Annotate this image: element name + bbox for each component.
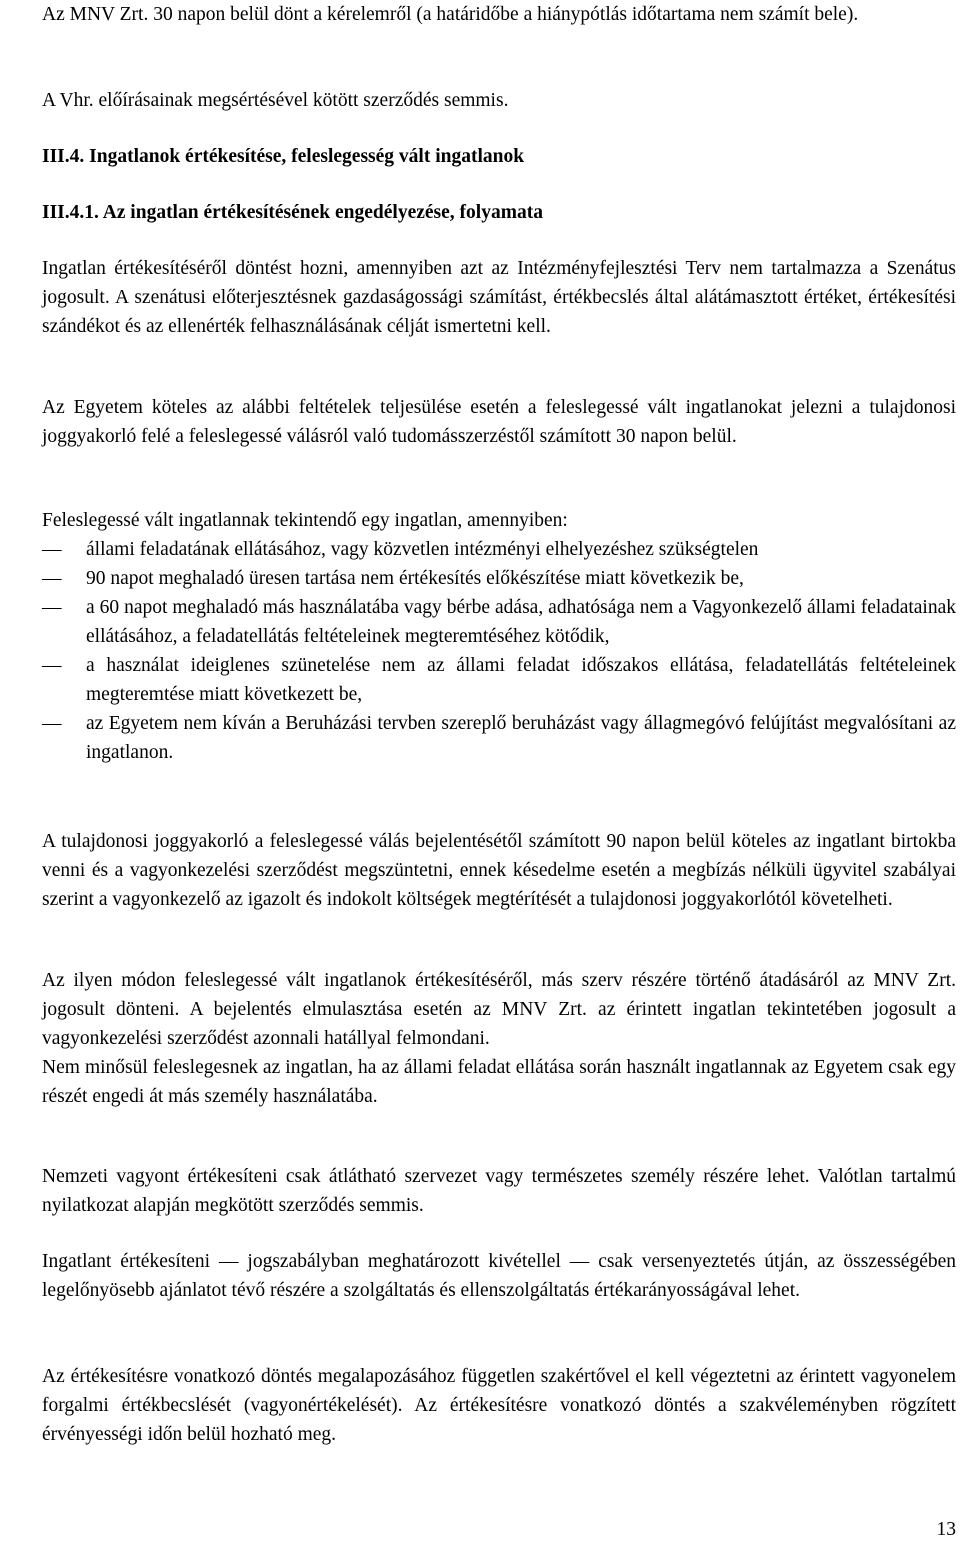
list-item-text: 90 napot meghaladó üresen tartása nem értékesítés előkészítése miatt következik be,: [86, 568, 744, 589]
dash-bullet: —: [42, 713, 62, 734]
dash-bullet: —: [42, 655, 62, 676]
page-number: 13: [936, 1519, 956, 1540]
paragraph-sale-approval: Ingatlan értékesítéséről döntést hozni, amennyiben azt az Intézményfejlesztési Terv nem tartalmazza a Szenátus jogosult. A szenátusi előterjesztésnek gazdaságossági számítást, értékbecslés által alátámasztott értéket, értékesítési szándékot és az ellenérték felhasználásának célját ismertetni kell.: [42, 258, 956, 337]
paragraph-transparent-organization: Nemzeti vagyont értékesíteni csak átlátható szervezet vagy természetes személy részére lehet. Valótlan tartalmú nyilatkozat alapján megkötött szerződés semmis.: [42, 1166, 956, 1216]
paragraph-valuation: Az értékesítésre vonatkozó döntés megalapozásához független szakértővel el kell végeztetni az érintett vagyonelem forgalmi értékbecslését (vagyonértékelését). Az értékesítésre vonatkozó döntés a szakvéleményben rögzített érvényességi időn belül hozható meg.: [42, 1366, 956, 1445]
list-item-text: a használat ideiglenes szünetelése nem az állami feladat időszakos ellátása, feladatellátás feltételeinek megteremtése miatt következett be,: [86, 655, 956, 705]
list-item: [42, 651, 956, 709]
section-heading: III.4. Ingatlanok értékesítése, feleslegesség vált ingatlanok: [42, 146, 525, 167]
list-item: [42, 709, 956, 767]
dash-bullet: —: [42, 539, 62, 560]
subsection-heading: III.4.1. Az ingatlan értékesítésének engedélyezése, folyamata: [42, 202, 543, 223]
list-item-text: az Egyetem nem kíván a Beruházási tervben szereplő beruházást vagy állagmegóvó felújítást megvalósítani az ingatlanon.: [86, 713, 956, 763]
intro-paragraph-1: Az MNV Zrt. 30 napon belül dönt a kérelemről (a határidőbe a hiánypótlás időtartama nem számít bele).: [42, 4, 859, 25]
dash-bullet: —: [42, 568, 62, 589]
list-item-text: állami feladatának ellátásához, vagy közvetlen intézményi elhelyezéshez szükségtelen: [86, 539, 759, 560]
surplus-criteria-list: [42, 535, 956, 767]
list-item-text: a 60 napot meghaladó más használatába vagy bérbe adása, adhatósága nem a Vagyonkezelő állami feladatainak ellátásához, a feladatellátás feltételeinek megteremtéséhez kötődik,: [86, 597, 956, 647]
intro-paragraph-2: A Vhr. előírásainak megsértésével kötött szerződés semmis.: [42, 90, 509, 111]
list-item: [42, 535, 956, 564]
paragraph-competitive-bidding: Ingatlant értékesíteni — jogszabályban meghatározott kivétellel — csak versenyeztetés útján, az összességében legelőnyösebb ajánlatot tévő részére a szolgáltatás és ellenszolgáltatás értékarányosságával lehet.: [42, 1251, 956, 1301]
dash-bullet: —: [42, 597, 62, 618]
paragraph-reporting-obligation: Az Egyetem köteles az alábbi feltételek teljesülése esetén a feleslegessé vált ingatlanokat jelezni a tulajdonosi joggyakorló felé a feleslegessé válásról való tudomásszerzéstől számított 30 napon belül.: [42, 397, 956, 447]
paragraph-possession: A tulajdonosi joggyakorló a feleslegessé válás bejelentésétől számított 90 napon belül köteles az ingatlant birtokba venni és a vagyonkezelési szerződést megszüntetni, ennek késedelme esetén a megbízás nélküli ügyvitel szabályai szerint a vagyonkezelő az igazolt és indokolt költségek megtérítését a tulajdonosi joggyakorlótól követelheti.: [42, 831, 956, 910]
list-item: [42, 593, 956, 651]
paragraph-surplus-definition: Feleslegessé vált ingatlannak tekintendő egy ingatlan, amennyiben:: [42, 510, 568, 531]
paragraph-mnv-decision: Az ilyen módon feleslegessé vált ingatlanok értékesítéséről, más szerv részére történő átadásáról az MNV Zrt. jogosult dönteni. A bejelentés elmulasztása esetén az MNV Zrt. az érintett ingatlan tekintetében jogosult a vagyonkezelési szerződést azonnali hatállyal felmondani. Nem minősül feleslegesnek az ingatlan, ha az állami feladat ellátása során használt ingatlannak az Egyetem csak egy részét engedi át más személy használatába.: [42, 970, 956, 1107]
list-item: [42, 564, 956, 593]
